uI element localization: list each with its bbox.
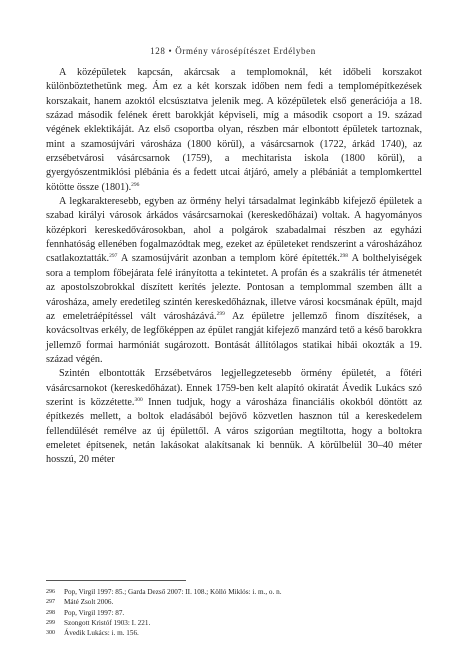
page-number: 128 xyxy=(150,46,166,56)
body-text xyxy=(46,66,422,468)
footnote xyxy=(46,628,422,638)
footnote-reference[interactable]: 296 xyxy=(131,181,140,188)
footnote-number: 299 xyxy=(46,619,55,626)
paragraph-text: A legkarakteresebb, egyben az örmény helyi társadalmat leginkább kifejező épületek a szabad királyi városok árkádos vásárcsarnokai (kereskedőházai) voltak. A hagyományos középkori kereskedővárosokban, ahol a polgárok szabadalmai részben az egyházi fennhatóság ellenében fogalmazódtak meg, ezeket az épületeket rendszerint a városházához csatlakoztatták. xyxy=(46,196,422,265)
footnote-text: Pop, Virgil 1997: 87. xyxy=(64,608,125,617)
footnote-number: 298 xyxy=(46,609,55,616)
paragraph-text: Az épületre jellemző finom díszítések, a kovácsoltvas erkély, de legfőképpen az épület rangját kifejező manzárd tető a késő barokkra jellemző formai harmóniát sugározott. Bontását állítólagos statikai hibái okozták a 19. század végén. xyxy=(46,310,422,365)
footnote xyxy=(46,597,422,607)
paragraph xyxy=(46,66,422,195)
footnote-number: 300 xyxy=(46,630,55,637)
footnote xyxy=(46,587,422,597)
footnote-text: Szongott Kristóf 1903: I. 221. xyxy=(64,618,151,627)
footnote-rule xyxy=(46,580,186,581)
footnote-reference[interactable]: 300 xyxy=(134,396,143,403)
footnote-reference[interactable]: 298 xyxy=(339,253,348,260)
footnote-text: Máté Zsolt 2006. xyxy=(64,598,114,607)
paragraph-text: A középületek kapcsán, akárcsak a templomoknál, két időbeli korszakot különböztethetünk meg. Ám ez a két korszak időben nem fedi a templomépítkezések korszakait, hanem azoktól elcsúsztatva jelenik meg. A középületek első generációja a 18. század második felének érett barokkját képviseli, míg a második csoport a 19. század végének eklektikáját. Az első csoportba olyan, részben már elbontott épületek tartoznak, mint a szamosújvári városháza (1800 körül), a vásárcsarnok (1722, árkád 1740), az erzsébetvárosi vásárcsarnok (1759), a mechitarista iskola (1800 körül), a gyergyószentmiklósi plébánia és a fedett utcai átjáró, amely a plébániát a templomkerttel kötötte össze (1801). xyxy=(46,67,422,193)
paragraph xyxy=(46,367,422,467)
paragraph-text: A szamosújvárit azonban a templom köré építették. xyxy=(117,253,340,265)
paragraph-text: Szintén elbontották Erzsébetváros legjellegzetesebb örmény épületét, a főtéri vásárcsarnokot (kereskedőházat). Ennek 1759-ben kelt alapító okiratát Ávedik Lukács szó szerint is közzétette. xyxy=(46,368,422,408)
footnote-text: Ávedik Lukács: i. m. 156. xyxy=(64,629,139,638)
footnote-reference[interactable]: 299 xyxy=(216,310,225,317)
paragraph-text: Innen tudjuk, hogy a városháza financiális okokból döntött az építkezés mellett, a boltok eladásából bejövő közvetlen hasznon túl a kereskedelem fellendülését remélve az új épülettől. A város szigorúan megtiltotta, hogy a boltokra emeletet építsenek, netán lakásokat alakítsanak ki bennük. A körülbelül 30–40 méter hosszú, 20 méter xyxy=(46,396,422,466)
footnote-text: Pop, Virgil 1997: 85.; Garda Dezső 2007: II. 108.; Kölló Miklós: i. m., o. n. xyxy=(64,588,282,596)
footnote xyxy=(46,608,422,618)
footnote xyxy=(46,618,422,628)
footnotes xyxy=(46,587,422,638)
running-header xyxy=(0,46,466,56)
paragraph-text: A bolthelyiségek sora a templom főbejárata felé irányította a tekintetet. A profán és a szakrális tér átmenetét az apostolszobrokkal díszített kerítés jelezte. Pontosan a templommal szemben állt a városháza, amely eredetileg szintén kereskedőháznak, illetve városi kocsmának épült, majd az emeletráépítéssel vált városházává. xyxy=(46,253,422,322)
paragraph xyxy=(46,195,422,367)
footnote-number: 297 xyxy=(46,599,55,606)
running-title: Örmény városépítészet Erdélyben xyxy=(175,46,316,56)
header-separator: • xyxy=(168,46,173,56)
footnote-reference[interactable]: 297 xyxy=(109,253,118,260)
footnote-number: 296 xyxy=(46,589,55,595)
